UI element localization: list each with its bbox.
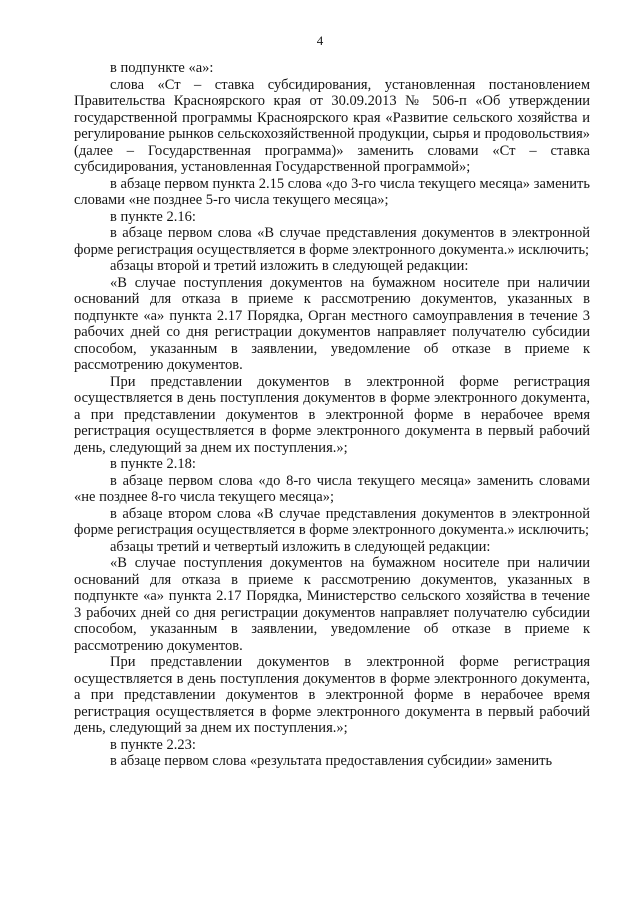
paragraph: «В случае поступления документов на бумажном носителе при наличии оснований для отказа в приеме к рассмотрению документов, указанных в подпункте «а» пункта 2.17 Порядка, Орган местного самоуправления в течение 3 рабочих дней со дня регистрации документов направляет получателю субсидии способом, указанным в заявлении, уведомление об отказе в приеме к рассмотрению документов. bbox=[74, 274, 590, 373]
paragraph: в пункте 2.16: bbox=[110, 208, 196, 225]
paragraph: слова «Ст – ставка субсидирования, установленная постановлением Правительства Красноярского края от 30.09.2013 № 506-п «Об утверждении государственной программы Красноярского края «Развитие сельского хозяйства и регулирование рынков сельскохозяйственной продукции, сырья и продовольствия» (далее – Государственная программа)» заменить словами «Ст – ставка субсидирования, установленная Государственной программой»; bbox=[74, 76, 590, 175]
paragraph: в пункте 2.23: bbox=[110, 736, 196, 753]
paragraph: При представлении документов в электронной форме регистрация осуществляется в день поступления документов в форме электронного документа, а при представлении документов в электронной форме в нерабочее время регистрация осуществляется в форме электронного документа в первый рабочий день, следующий за днем их поступления.»; bbox=[74, 654, 590, 736]
paragraph: в абзаце первом слова «результата предоставления субсидии» заменить bbox=[110, 753, 553, 769]
page-number: 4 bbox=[316, 33, 324, 48]
paragraph: в абзаце первом слова «В случае представления документов в электронной форме регистрация осуществляется в форме электронного документа.» исключить; bbox=[74, 225, 590, 258]
paragraph: абзацы третий и четвертый изложить в следующей редакции: bbox=[110, 538, 491, 555]
paragraph: в абзаце втором слова «В случае представления документов в электронной форме регистрация осуществляется в форме электронного документа.» исключить; bbox=[74, 505, 590, 538]
paragraph: в подпункте «а»: bbox=[110, 60, 214, 76]
paragraph: в пункте 2.18: bbox=[110, 456, 196, 472]
paragraph: в абзаце первом слова «до 8-го числа текущего месяца» заменить словами «не позднее 8-го числа текущего месяца»; bbox=[74, 472, 590, 505]
paragraph: При представлении документов в электронной форме регистрация осуществляется в день поступления документов в форме электронного документа, а при представлении документов в электронной форме в нерабочее время регистрация осуществляется в форме электронного документа в первый рабочий день, следующий за днем их поступления.»; bbox=[74, 373, 590, 456]
paragraph: абзацы второй и третий изложить в следующей редакции: bbox=[110, 258, 469, 274]
document-body bbox=[74, 60, 590, 770]
paragraph: в абзаце первом пункта 2.15 слова «до 3-го числа текущего месяца» заменить словами «не позднее 5-го числа текущего месяца»; bbox=[74, 175, 590, 208]
paragraph: «В случае поступления документов на бумажном носителе при наличии оснований для отказа в приеме к рассмотрению документов, указанных в подпункте «а» пункта 2.17 Порядка, Министерство сельского хозяйства в течение 3 рабочих дней со дня регистрации документов направляет получателю субсидии способом, указанным в заявлении, уведомление об отказе в приеме к рассмотрению документов. bbox=[74, 555, 590, 654]
